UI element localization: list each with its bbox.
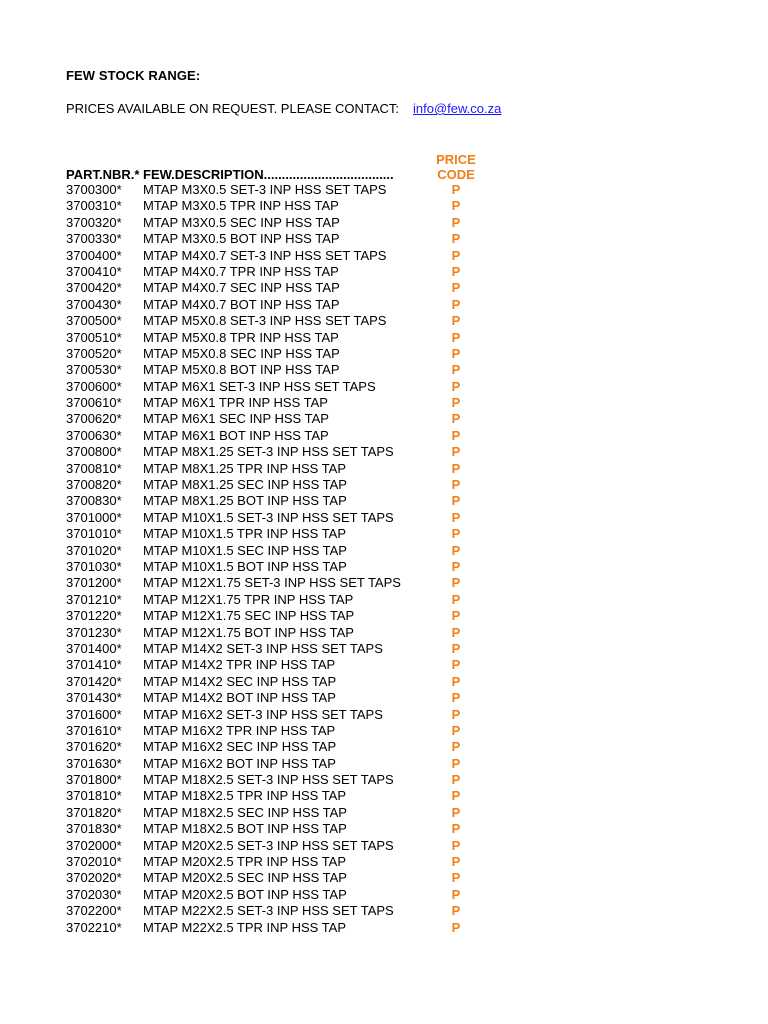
part-number: 3700330* (66, 231, 122, 247)
table-row (0, 461, 768, 477)
table-row (0, 788, 768, 804)
description: MTAP M20X2.5 TPR INP HSS TAP (143, 854, 347, 870)
part-number: 3700830* (66, 493, 122, 509)
part-number: 3700610* (66, 395, 122, 411)
table-row (0, 723, 768, 739)
part-number: 3700600* (66, 378, 122, 394)
price-code: P (451, 427, 461, 443)
table-row (0, 215, 768, 231)
description: MTAP M6X1 SET-3 INP HSS SET TAPS (143, 378, 376, 394)
price-code-header (426, 152, 486, 182)
description: MTAP M5X0.8 BOT INP HSS TAP (143, 362, 340, 378)
part-number: 3701810* (66, 788, 122, 804)
table-row (0, 592, 768, 608)
price-code: P (451, 755, 461, 771)
part-number: 3700430* (66, 296, 122, 312)
price-code: P (451, 575, 461, 591)
price-code: P (451, 395, 461, 411)
part-number: 3700400* (66, 247, 122, 263)
price-code: P (451, 608, 461, 624)
part-number: 3701400* (66, 640, 122, 656)
description: MTAP M12X1.75 BOT INP HSS TAP (143, 624, 354, 640)
description: MTAP M8X1.25 TPR INP HSS TAP (143, 460, 347, 476)
price-code: P (451, 706, 461, 722)
description: MTAP M18X2.5 SEC INP HSS TAP (143, 804, 347, 820)
description: MTAP M16X2 SEC INP HSS TAP (143, 739, 337, 755)
price-code: P (451, 313, 461, 329)
table-row (0, 854, 768, 870)
table-row (0, 248, 768, 264)
price-code: P (451, 477, 461, 493)
part-number: 3700520* (66, 345, 122, 361)
table-row (0, 330, 768, 346)
part-number: 3701220* (66, 608, 122, 624)
description: MTAP M20X2.5 SEC INP HSS TAP (143, 870, 347, 886)
part-number: 3701830* (66, 821, 122, 837)
table-row (0, 805, 768, 821)
price-code: P (451, 231, 461, 247)
price-code: P (451, 690, 461, 706)
price-header-line2: CODE (437, 167, 475, 182)
price-code: P (451, 722, 461, 738)
description: MTAP M16X2 BOT INP HSS TAP (143, 755, 336, 771)
price-code: P (451, 772, 461, 788)
description: MTAP M10X1.5 BOT INP HSS TAP (143, 558, 347, 574)
price-code: P (451, 591, 461, 607)
description: MTAP M5X0.8 SET-3 INP HSS SET TAPS (143, 313, 387, 329)
part-number: 3700320* (66, 214, 122, 230)
description: MTAP M14X2 SET-3 INP HSS SET TAPS (143, 640, 383, 656)
part-number: 3701000* (66, 509, 122, 525)
table-row (0, 903, 768, 919)
part-number: 3702010* (66, 854, 122, 870)
table-row (0, 395, 768, 411)
price-code: P (451, 444, 461, 460)
price-code: P (451, 673, 461, 689)
part-number: 3701630* (66, 755, 122, 771)
part-number-header: PART.NBR.* (66, 167, 140, 182)
table-row (0, 657, 768, 673)
price-code: P (451, 657, 461, 673)
part-number: 3701610* (66, 722, 122, 738)
description: MTAP M22X2.5 SET-3 INP HSS SET TAPS (143, 903, 394, 919)
table-row (0, 198, 768, 214)
table-row (0, 608, 768, 624)
price-code: P (451, 329, 461, 345)
table-row (0, 428, 768, 444)
table-row (0, 231, 768, 247)
description: MTAP M20X2.5 SET-3 INP HSS SET TAPS (143, 837, 394, 853)
table-row (0, 641, 768, 657)
part-number: 3701800* (66, 772, 122, 788)
description: MTAP M16X2 SET-3 INP HSS SET TAPS (143, 706, 383, 722)
table-row (0, 477, 768, 493)
price-code: P (451, 493, 461, 509)
table-row (0, 625, 768, 641)
part-number: 3701020* (66, 542, 122, 558)
page-title: FEW STOCK RANGE: (66, 68, 201, 83)
stock-table (0, 182, 768, 936)
table-row (0, 920, 768, 936)
price-header-line1: PRICE (436, 152, 476, 167)
price-code: P (451, 280, 461, 296)
description: MTAP M4X0.7 SET-3 INP HSS SET TAPS (143, 247, 387, 263)
table-row (0, 707, 768, 723)
table-row (0, 838, 768, 854)
description: MTAP M3X0.5 SET-3 INP HSS SET TAPS (143, 182, 387, 197)
part-number: 3700620* (66, 411, 122, 427)
part-number: 3701010* (66, 526, 122, 542)
part-number: 3702000* (66, 837, 122, 853)
description: MTAP M18X2.5 BOT INP HSS TAP (143, 821, 347, 837)
price-code: P (451, 739, 461, 755)
price-code: P (451, 804, 461, 820)
price-code: P (451, 886, 461, 902)
description: MTAP M12X1.75 TPR INP HSS TAP (143, 591, 354, 607)
description: MTAP M14X2 BOT INP HSS TAP (143, 690, 336, 706)
price-code: P (451, 854, 461, 870)
part-number: 3700630* (66, 427, 122, 443)
description: MTAP M22X2.5 TPR INP HSS TAP (143, 919, 347, 935)
price-code: P (451, 263, 461, 279)
price-code: P (451, 624, 461, 640)
part-number: 3701200* (66, 575, 122, 591)
part-number: 3702200* (66, 903, 122, 919)
description: MTAP M5X0.8 TPR INP HSS TAP (143, 329, 339, 345)
part-number: 3700310* (66, 198, 122, 214)
contact-text: PRICES AVAILABLE ON REQUEST. PLEASE CONTACT: (66, 101, 400, 116)
table-row (0, 526, 768, 542)
table-row (0, 870, 768, 886)
table-row (0, 887, 768, 903)
price-code: P (451, 247, 461, 263)
part-number: 3702030* (66, 886, 122, 902)
description: MTAP M5X0.8 SEC INP HSS TAP (143, 345, 340, 361)
price-code: P (451, 460, 461, 476)
description: MTAP M4X0.7 TPR INP HSS TAP (143, 263, 339, 279)
part-number: 3701600* (66, 706, 122, 722)
part-number: 3700530* (66, 362, 122, 378)
part-number: 3700800* (66, 444, 122, 460)
part-number: 3702020* (66, 870, 122, 886)
table-row (0, 362, 768, 378)
description: MTAP M3X0.5 BOT INP HSS TAP (143, 231, 340, 247)
part-number: 3700500* (66, 313, 122, 329)
description: MTAP M12X1.75 SET-3 INP HSS SET TAPS (143, 575, 401, 591)
table-row (0, 411, 768, 427)
table-row (0, 510, 768, 526)
table-row (0, 756, 768, 772)
part-number: 3701620* (66, 739, 122, 755)
price-code: P (451, 296, 461, 312)
description-header: FEW.DESCRIPTION.................................... (143, 167, 394, 182)
part-number: 3701820* (66, 804, 122, 820)
description: MTAP M18X2.5 TPR INP HSS TAP (143, 788, 347, 804)
description: MTAP M6X1 TPR INP HSS TAP (143, 395, 328, 411)
description: MTAP M18X2.5 SET-3 INP HSS SET TAPS (143, 772, 394, 788)
table-row (0, 772, 768, 788)
description: MTAP M20X2.5 BOT INP HSS TAP (143, 886, 347, 902)
table-row (0, 297, 768, 313)
price-code: P (451, 542, 461, 558)
contact-email-link[interactable]: info@few.co.za (413, 101, 502, 116)
description: MTAP M8X1.25 BOT INP HSS TAP (143, 493, 347, 509)
description: MTAP M8X1.25 SET-3 INP HSS SET TAPS (143, 444, 394, 460)
description: MTAP M16X2 TPR INP HSS TAP (143, 722, 336, 738)
price-code: P (451, 837, 461, 853)
price-code: P (451, 903, 461, 919)
price-code: P (451, 378, 461, 394)
description: MTAP M10X1.5 TPR INP HSS TAP (143, 526, 347, 542)
table-row (0, 182, 768, 198)
part-number: 3700300* (66, 182, 122, 197)
price-code: P (451, 198, 461, 214)
description: MTAP M10X1.5 SEC INP HSS TAP (143, 542, 347, 558)
description: MTAP M14X2 SEC INP HSS TAP (143, 673, 337, 689)
table-row (0, 821, 768, 837)
price-code: P (451, 640, 461, 656)
price-code: P (451, 526, 461, 542)
description: MTAP M10X1.5 SET-3 INP HSS SET TAPS (143, 509, 394, 525)
price-code: P (451, 870, 461, 886)
part-number: 3701410* (66, 657, 122, 673)
table-row (0, 379, 768, 395)
description: MTAP M3X0.5 TPR INP HSS TAP (143, 198, 339, 214)
part-number: 3701420* (66, 673, 122, 689)
description: MTAP M3X0.5 SEC INP HSS TAP (143, 214, 340, 230)
table-row (0, 444, 768, 460)
price-code: P (451, 182, 461, 197)
part-number: 3702210* (66, 919, 122, 935)
table-row (0, 280, 768, 296)
table-row (0, 690, 768, 706)
table-row (0, 264, 768, 280)
table-row (0, 739, 768, 755)
table-row (0, 674, 768, 690)
part-number: 3701230* (66, 624, 122, 640)
part-number: 3700410* (66, 263, 122, 279)
description: MTAP M8X1.25 SEC INP HSS TAP (143, 477, 347, 493)
table-row (0, 313, 768, 329)
table-row (0, 559, 768, 575)
table-row (0, 346, 768, 362)
part-number: 3701210* (66, 591, 122, 607)
price-code: P (451, 214, 461, 230)
part-number: 3700820* (66, 477, 122, 493)
part-number: 3700810* (66, 460, 122, 476)
price-code: P (451, 919, 461, 935)
table-row (0, 575, 768, 591)
price-code: P (451, 345, 461, 361)
description: MTAP M6X1 SEC INP HSS TAP (143, 411, 329, 427)
price-code: P (451, 788, 461, 804)
part-number: 3701030* (66, 558, 122, 574)
description: MTAP M4X0.7 BOT INP HSS TAP (143, 296, 340, 312)
part-number: 3701430* (66, 690, 122, 706)
table-row (0, 493, 768, 509)
description: MTAP M14X2 TPR INP HSS TAP (143, 657, 336, 673)
description: MTAP M6X1 BOT INP HSS TAP (143, 427, 329, 443)
part-number: 3700420* (66, 280, 122, 296)
description: MTAP M4X0.7 SEC INP HSS TAP (143, 280, 340, 296)
part-number: 3700510* (66, 329, 122, 345)
description: MTAP M12X1.75 SEC INP HSS TAP (143, 608, 355, 624)
price-code: P (451, 509, 461, 525)
price-code: P (451, 411, 461, 427)
table-row (0, 543, 768, 559)
price-code: P (451, 558, 461, 574)
price-code: P (451, 362, 461, 378)
price-code: P (451, 821, 461, 837)
